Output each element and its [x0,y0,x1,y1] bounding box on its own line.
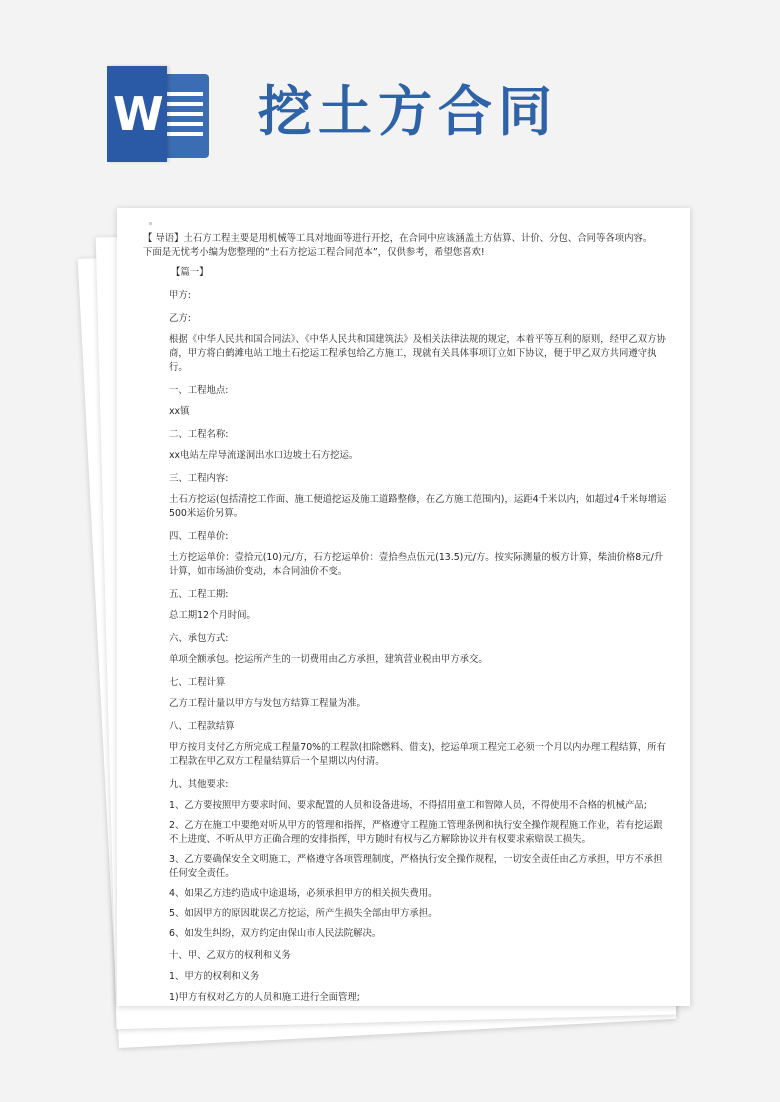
section-label: 【篇一】 [171,267,209,278]
section-content: xx电站左岸导流遂洞出水口边坡土石方挖运。 [169,450,359,461]
word-icon-cover [107,66,167,162]
party-a-label: 甲方: [169,290,191,301]
intro-line: 下面是无忧考小编为您整理的“土石方挖运工程合同范本”，仅供参考，希望您喜欢! [143,247,485,258]
word-icon-letter: W [113,87,164,141]
subsection-heading: 1、甲方的权利和义务 [169,971,260,982]
page-mark [149,222,152,225]
section-heading: 四、工程单价: [169,531,229,542]
section-heading: 二、工程名称: [169,429,229,440]
section-heading: 三、工程内容: [169,473,229,484]
section-content: xx镇 [169,406,190,417]
section-content: 土石方挖运(包括清挖工作面、施工便道挖运及施工道路整修，在乙方施工范围内)，运距4千米以内，如超过4千米每增运500米运价另算。 [169,494,667,519]
section-heading: 九、其他要求: [169,779,229,790]
list-item: 2、乙方在施工中要绝对听从甲方的管理和指挥，严格遵守工程施工管理条例和执行安全操作规程施工作业，若有挖运跟不上进度、不听从甲方正确合理的安排指挥，甲方随时有权与乙方解除协议并有权要求索赔误工损失。 [169,820,663,845]
intro-line: 【 导语】土石方工程主要是用机械等工具对地面等进行开挖，在合同中应该涵盖土方估算、计价、分包、合同等各项内容。 [143,233,653,244]
list-item: 3、乙方要确保安全文明施工，严格遵守各项管理制度，严格执行安全操作规程，一切安全责任由乙方承担，甲方不承担任何安全责任。 [169,854,663,879]
preamble-paragraph: 根据《中华人民共和国合同法》、《中华人民共和国建筑法》及相关法律法规的规定，本着平等互利的原则，经甲乙双方协商，甲方将白鹤滩电站工地土石挖运工程承包给乙方施工，现就有关具体事项订立如下协议，便于甲乙双方共同遵守执行。 [169,334,666,373]
header [0,0,780,190]
intro-paragraph [143,232,671,260]
list-item: 5、如因甲方的原因耽误乙方挖运，所产生损失全部由甲方承担。 [169,908,438,919]
section-heading: 五、工程工期: [169,589,229,600]
page-title: 挖土方合同 [258,80,558,143]
section-content: 单项全额承包。挖运所产生的一切费用由乙方承担，建筑营业税由甲方承交。 [169,654,488,665]
section-content: 乙方工程计量以甲方与发包方结算工程量为准。 [169,698,366,709]
section-heading: 八、工程款结算 [169,721,235,732]
list-item: 6、如发生纠纷，双方约定由保山市人民法院解决。 [169,928,382,939]
section-heading: 十、甲、乙双方的权利和义务 [169,950,291,961]
list-item: 1)甲方有权对乙方的人员和施工进行全面管理; [169,992,360,1003]
section-content: 总工期12个月时间。 [169,610,256,621]
word-icon [107,66,211,162]
section-content: 土方挖运单价：壹拾元(10)元/方，石方挖运单价：壹拾叁点伍元(13.5)元/方。按实际测量的板方计算，柴油价格8元/升计算，如市场油价变动，本合同油价不变。 [169,552,664,577]
section-heading: 一、工程地点: [169,385,229,396]
section-content: 甲方按月支付乙方所完成工程量70%的工程款(扣除燃料、借支)，挖运单项工程完工必须一个月以内办理工程结算，所有工程款在甲乙双方工程量结算后一个星期以内付清。 [169,742,666,767]
section-heading: 七、工程计算 [169,677,226,688]
party-b-label: 乙方: [169,313,191,324]
list-item: 4、如果乙方违约造成中途退场，必须承担甲方的相关损失费用。 [169,888,438,899]
document-body [143,232,671,1006]
document-page [117,208,690,1006]
section-heading: 六、承包方式: [169,633,229,644]
list-item: 1、乙方要按照甲方要求时间、要求配置的人员和设备进场，不得招用童工和智障人员，不得使用不合格的机械产品; [169,800,647,811]
